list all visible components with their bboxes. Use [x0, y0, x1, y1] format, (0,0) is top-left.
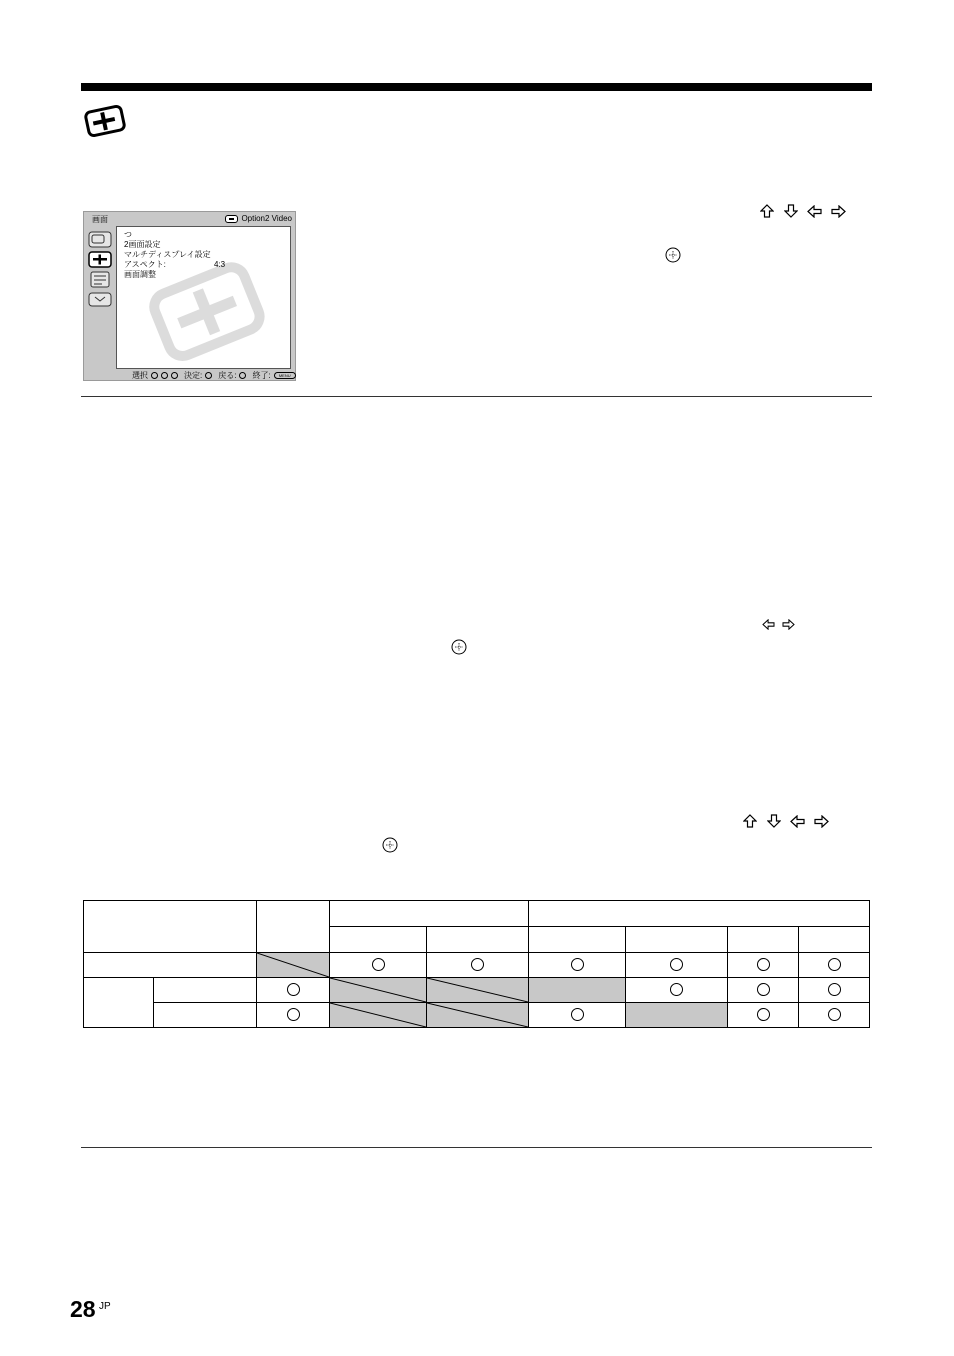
- na-cell: [427, 1003, 529, 1028]
- menu-item-aspect[interactable]: アスペクト:: [124, 260, 166, 269]
- footer-enter-label: 決定:: [184, 371, 203, 380]
- arrow-right-icon: [814, 815, 829, 828]
- supported-cell: [257, 978, 330, 1003]
- menu-title: 画面: [92, 215, 108, 224]
- aspect-value: 4:3: [214, 260, 226, 269]
- down-key-icon: [161, 372, 168, 379]
- compatibility-table: [83, 900, 870, 1028]
- enter-key-icon: [205, 372, 212, 379]
- circle-mark-icon: [571, 1008, 584, 1021]
- menu-sidebar: [86, 227, 114, 367]
- supported-cell: [728, 1003, 799, 1028]
- arrow-right-icon: [782, 619, 795, 630]
- row-label: [154, 978, 257, 1003]
- picture-menu-icon[interactable]: [88, 231, 112, 248]
- footer-select-label: 選択: [132, 371, 148, 380]
- supported-cell: [728, 953, 799, 978]
- page-language-code: JP: [99, 1301, 111, 1312]
- circle-mark-icon: [471, 958, 484, 971]
- enter-button-icon: [665, 247, 681, 263]
- table-header-row: [84, 901, 870, 927]
- table-subheader-cell: [799, 927, 870, 953]
- supported-cell: [626, 953, 728, 978]
- back-key-icon: [239, 372, 246, 379]
- setup-menu-icon[interactable]: [88, 271, 112, 288]
- supported-cell: [529, 953, 626, 978]
- menu-key-icon: MENU: [274, 372, 296, 379]
- circle-mark-icon: [571, 958, 584, 971]
- supported-cell: [427, 953, 529, 978]
- menu-item-picture-adjust[interactable]: 画面調整: [124, 270, 156, 279]
- na-cell: [257, 953, 330, 978]
- pc-menu-icon[interactable]: [88, 291, 112, 308]
- input-source-label: Option2 Video: [241, 214, 292, 223]
- watermark-icon: [141, 257, 271, 367]
- table-header-group: [330, 901, 529, 927]
- table-subheader-cell: [427, 927, 529, 953]
- na-cell: [330, 978, 427, 1003]
- circle-mark-icon: [757, 983, 770, 996]
- table-header-cell: [257, 901, 330, 953]
- table-subheader-cell: [529, 927, 626, 953]
- supported-cell: [257, 1003, 330, 1028]
- header-rule: [81, 83, 872, 91]
- circle-mark-icon: [828, 1008, 841, 1021]
- circle-mark-icon: [287, 1008, 300, 1021]
- menu-panel: [116, 226, 291, 369]
- table-row: [84, 978, 870, 1003]
- unavailable-cell: [626, 1003, 728, 1028]
- row-label: [84, 953, 257, 978]
- supported-cell: [799, 953, 870, 978]
- supported-cell: [799, 978, 870, 1003]
- unavailable-cell: [529, 978, 626, 1003]
- circle-mark-icon: [757, 1008, 770, 1021]
- supported-cell: [728, 978, 799, 1003]
- circle-mark-icon: [670, 983, 683, 996]
- menu-item-twin-picture[interactable]: 2画面設定: [124, 240, 161, 249]
- screen-menu-icon[interactable]: [88, 251, 112, 268]
- menu-item-back[interactable]: つ: [124, 230, 132, 239]
- supported-cell: [799, 1003, 870, 1028]
- table-subheader-cell: [626, 927, 728, 953]
- circle-mark-icon: [287, 983, 300, 996]
- input-icon: [225, 215, 238, 223]
- arrow-down-icon: [784, 204, 798, 218]
- supported-cell: [529, 1003, 626, 1028]
- table-row: [84, 953, 870, 978]
- arrow-up-icon: [760, 204, 774, 218]
- arrow-left-icon: [790, 815, 805, 828]
- circle-mark-icon: [757, 958, 770, 971]
- enter-button-icon: [451, 639, 467, 655]
- menu-item-multi-display[interactable]: マルチディスプレイ設定: [124, 250, 211, 259]
- circle-mark-icon: [828, 958, 841, 971]
- table-subheader-cell: [728, 927, 799, 953]
- table-subheader-cell: [330, 927, 427, 953]
- circle-mark-icon: [670, 958, 683, 971]
- up-key-icon: [151, 372, 158, 379]
- table-header-cell: [84, 901, 257, 953]
- footer-exit-label: 終了:: [252, 371, 271, 380]
- arrow-up-icon: [743, 814, 757, 828]
- supported-cell: [330, 953, 427, 978]
- circle-mark-icon: [372, 958, 385, 971]
- section-divider: [81, 396, 872, 397]
- arrow-right-icon: [831, 205, 846, 218]
- menu-screenshot: [83, 211, 296, 381]
- supported-cell: [626, 978, 728, 1003]
- screen-adjust-icon: [82, 102, 128, 145]
- footer-divider: [81, 1147, 872, 1148]
- arrow-down-icon: [767, 814, 781, 828]
- row-group-label: [84, 978, 154, 1028]
- table-row: [84, 1003, 870, 1028]
- na-cell: [427, 978, 529, 1003]
- na-cell: [330, 1003, 427, 1028]
- menu-footer: [132, 370, 296, 381]
- left-key-icon: [171, 372, 178, 379]
- page-number: 28: [70, 1296, 96, 1322]
- circle-mark-icon: [828, 983, 841, 996]
- arrow-left-icon: [807, 205, 822, 218]
- row-label: [154, 1003, 257, 1028]
- enter-button-icon: [382, 837, 398, 853]
- input-source: [225, 214, 292, 223]
- table-header-group: [529, 901, 870, 927]
- footer-back-label: 戻る:: [218, 371, 237, 380]
- arrow-left-icon: [762, 619, 775, 630]
